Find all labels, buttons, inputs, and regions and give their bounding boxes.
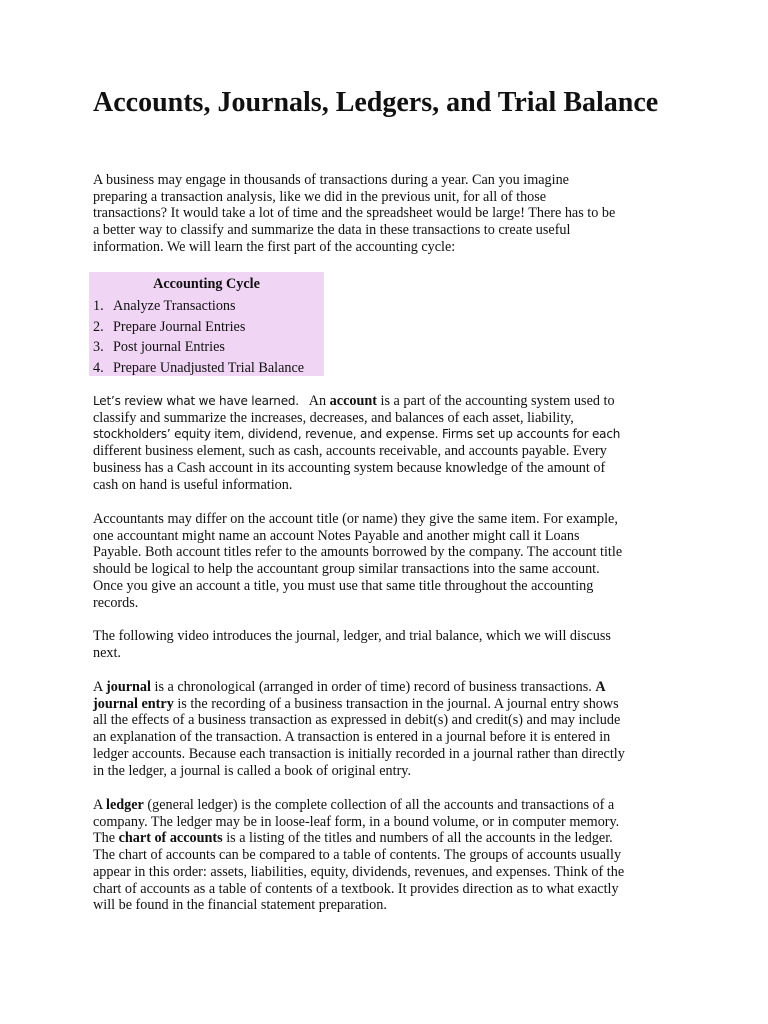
text-line: Accountants may differ on the account title (or name) they give the same item. For example,	[93, 511, 618, 527]
text-line: all the effects of a business transaction as expressed in debit(s) and credit(s) and may include	[93, 712, 621, 729]
text-line: stockholders’ equity item, dividend, revenue, and expense. Firms set up accounts for each	[93, 427, 621, 442]
list-item-number: 2.	[93, 318, 104, 335]
text-line: next.	[93, 644, 121, 661]
term-ledger: ledger	[106, 797, 144, 813]
intro-paragraph	[93, 172, 693, 256]
list-item-text: Prepare Journal Entries	[113, 318, 246, 335]
text-line: classify and summarize the increases, decreases, and balances of each asset, liability,	[93, 409, 574, 426]
text-line: Payable. Both account titles refer to the amounts borrowed by the company. The account title	[93, 544, 623, 561]
text-line: an explanation of the transaction. A transaction is entered in a journal before it is entered in	[93, 729, 611, 746]
text-line: will be found in the financial statement preparation.	[93, 897, 387, 914]
text-line: cash on hand is useful information.	[93, 476, 293, 493]
list-item	[93, 337, 304, 358]
intro-line: A business may engage in thousands of transactions during a year. Can you imagine	[93, 172, 569, 188]
text-line: chart of accounts as a table of contents of a textbook. It provides direction as to what exactly	[93, 880, 619, 897]
text-line: should be logical to help the accountant group similar transactions into the same account.	[93, 561, 600, 578]
term-journal-entry: journal entry	[93, 695, 174, 712]
list-item	[93, 296, 304, 317]
text-run: A	[93, 797, 107, 813]
text-line: The chart of accounts can be compared to a table of contents. The groups of accounts usually	[93, 847, 622, 864]
accounting-cycle-title: Accounting Cycle	[153, 276, 260, 292]
intro-line: information. We will learn the first part of the accounting cycle:	[93, 238, 456, 255]
term-account: account	[329, 393, 377, 409]
list-item-number: 4.	[93, 359, 104, 376]
video-paragraph	[93, 628, 693, 661]
text-line: The following video introduces the journal, ledger, and trial balance, which we will discuss	[93, 628, 611, 644]
list-item-number: 3.	[93, 339, 104, 355]
journal-paragraph	[93, 679, 693, 779]
term-journal-entry-a: A	[595, 679, 606, 695]
list-item-text: Post journal Entries	[113, 339, 225, 355]
term-chart-of-accounts: chart of accounts	[118, 830, 223, 847]
intro-line: a better way to classify and summarize the data in these transactions to create useful	[93, 222, 571, 239]
text-line: Once you give an account a title, you must use that same title throughout the accounting	[93, 577, 594, 594]
account-titles-paragraph	[93, 511, 693, 611]
account-paragraph	[93, 393, 693, 493]
text-line: ledger accounts. Because each transaction is initially recorded in a journal rather than directly	[93, 745, 625, 762]
accounting-cycle-box	[89, 272, 324, 376]
text-line: one accountant might name an account Notes Payable and another might call it Loans	[93, 527, 580, 544]
page-title: Accounts, Journals, Ledgers, and Trial Balance	[93, 87, 659, 118]
ledger-paragraph	[93, 797, 693, 914]
text-run: is a chronological (arranged in order of time) record of business transactions.	[150, 679, 596, 695]
term-journal: journal	[106, 679, 151, 695]
text-line: company. The ledger may be in loose-leaf form, in a bound volume, or in computer memory.	[93, 813, 620, 830]
text-line: appear in this order: assets, liabilities, equity, dividends, revenues, and expenses. Think of the	[93, 863, 625, 880]
text-run: A	[93, 679, 107, 695]
list-item-number: 1.	[93, 298, 104, 314]
text-run: is a listing of the titles and numbers of all the accounts in the ledger.	[222, 830, 613, 847]
text-line: records.	[93, 594, 139, 611]
list-item	[93, 317, 304, 338]
list-item	[93, 358, 304, 379]
list-item-text: Analyze Transactions	[113, 298, 236, 314]
text-run: is a part of the accounting system used to	[376, 393, 615, 409]
list-item-text: Prepare Unadjusted Trial Balance	[113, 359, 305, 376]
intro-line: preparing a transaction analysis, like we did in the previous unit, for all of those	[93, 188, 547, 205]
text-line: different business element, such as cash, accounts receivable, and accounts payable. Every	[93, 443, 607, 460]
text-line: business has a Cash account in its accounting system because knowledge of the amount of	[93, 459, 606, 476]
text-run: is the recording of a business transaction in the journal. A journal entry shows	[173, 695, 619, 712]
intro-line: transactions? It would take a lot of time and the spreadsheet would be large! There has to be	[93, 205, 616, 222]
text-run: (general ledger) is the complete collection of all the accounts and transactions of a	[143, 797, 615, 813]
text-line: in the ledger, a journal is called a book of original entry.	[93, 762, 412, 779]
review-lead: Let’s review what we have learned.	[93, 394, 299, 408]
text-run: An	[298, 393, 330, 409]
accounting-cycle-list	[93, 296, 304, 378]
text-run: The	[93, 830, 119, 847]
